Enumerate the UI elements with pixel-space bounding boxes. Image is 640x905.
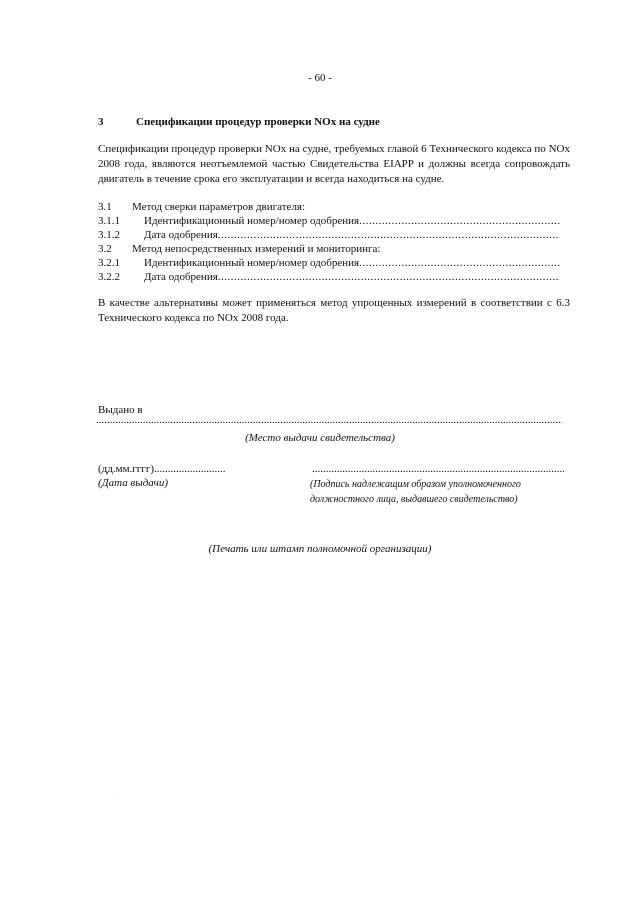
item-text: Метод непосредственных измерений и мониторинга:	[132, 243, 381, 255]
page-number: - 60 -	[308, 72, 332, 84]
item-number: 3.1.1	[98, 215, 120, 227]
date-fill-line: (дд.мм.гггг)..........................	[98, 463, 226, 475]
place-caption: (Место выдачи свидетельства)	[245, 432, 395, 444]
spec-item-3-2-2	[98, 270, 560, 284]
place-fill-line	[96, 414, 562, 428]
spec-item-3-1	[98, 200, 560, 214]
intro-paragraph: Спецификации процедур проверки NOx на судне, требуемых главой 6 Технического кодекса по NOx 2008 года, являются неотъемлемой частью Свидетельства EIAPP и должны всегда сопровождать двигатель в течение срока его эксплуатации и всегда находиться на судне.	[98, 143, 570, 185]
section-title: Спецификации процедур проверки NOx на судне	[136, 116, 380, 128]
item-text: Дата одобрения	[144, 229, 218, 241]
stamp-caption: (Печать или штамп полномочной организации)	[208, 543, 432, 555]
spec-item-3-1-2	[98, 228, 560, 242]
item-number: 3.2.1	[98, 257, 120, 269]
signature-fill-line	[312, 463, 564, 477]
item-number: 3.2	[98, 243, 112, 255]
fill-in-dots	[359, 214, 560, 228]
item-number: 3.1.2	[98, 229, 120, 241]
section-heading	[98, 116, 380, 128]
date-caption: (Дата выдачи)	[98, 477, 169, 489]
item-text: Идентификационный номер/номер одобрения	[144, 215, 360, 227]
alternative-paragraph: В качестве альтернативы может применяться метод упрощенных измерений в соответствии с 6.3 Технического кодекса по NOx 2008 года.	[98, 297, 570, 324]
item-text: Метод сверки параметров двигателя:	[132, 201, 306, 213]
spec-item-3-2-1	[98, 256, 560, 270]
fill-in-dots	[218, 270, 560, 284]
item-text: Идентификационный номер/номер одобрения	[144, 257, 360, 269]
item-number: 3.1	[98, 201, 112, 213]
fill-in-dots	[359, 256, 560, 270]
scan-artifact: .	[118, 793, 120, 799]
fill-in-dots	[218, 228, 560, 242]
signature-caption: (Подпись надлежащим образом уполномоченного должностного лица, выдавшего свидетельство)	[310, 479, 521, 505]
item-number: 3.2.2	[98, 271, 120, 283]
issued-at-label: Выдано в	[98, 404, 143, 416]
spec-item-3-2	[98, 242, 560, 256]
item-text: Дата одобрения	[144, 271, 218, 283]
section-number: 3	[98, 116, 104, 128]
spec-item-3-1-1	[98, 214, 560, 228]
